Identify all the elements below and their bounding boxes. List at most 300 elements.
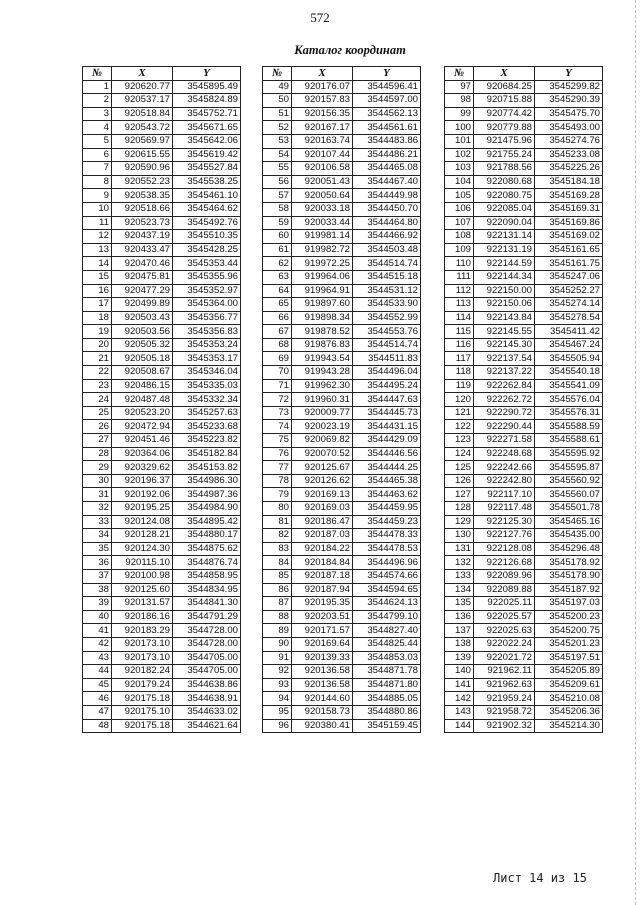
table-row [445, 298, 603, 312]
x-value: 920508.67 [112, 366, 173, 380]
table-row [445, 134, 603, 148]
table-row [445, 692, 603, 706]
x-value: 919876.83 [292, 338, 353, 352]
y-value: 3545332.34 [173, 393, 241, 407]
x-value: 920136.58 [292, 665, 353, 679]
y-value: 3544791.29 [173, 610, 241, 624]
x-value: 920470.46 [112, 257, 173, 271]
point-number: 120 [445, 393, 474, 407]
x-value: 920125.67 [292, 461, 353, 475]
point-number: 121 [445, 406, 474, 420]
point-number: 49 [263, 80, 292, 94]
y-value: 3545461.10 [173, 189, 241, 203]
point-number: 136 [445, 610, 474, 624]
table-row [83, 651, 241, 665]
point-number: 60 [263, 230, 292, 244]
table-row [83, 257, 241, 271]
table-row [83, 488, 241, 502]
x-value: 920518.66 [112, 202, 173, 216]
x-value: 921788.56 [474, 162, 535, 176]
x-value: 919943.54 [292, 352, 353, 366]
y-value: 3544465.38 [353, 474, 421, 488]
x-value: 922117.48 [474, 502, 535, 516]
point-number: 98 [445, 94, 474, 108]
table-row [263, 352, 421, 366]
point-number: 42 [83, 637, 112, 651]
x-value: 919960.31 [292, 393, 353, 407]
x-value: 920505.18 [112, 352, 173, 366]
point-number: 132 [445, 556, 474, 570]
x-value: 920128.21 [112, 529, 173, 543]
table-row [263, 175, 421, 189]
point-number: 118 [445, 366, 474, 380]
x-value: 919943.28 [292, 366, 353, 380]
x-value: 920183.29 [112, 624, 173, 638]
table-row [445, 556, 603, 570]
y-value: 3544834.95 [173, 583, 241, 597]
point-number: 71 [263, 379, 292, 393]
table-row [263, 80, 421, 94]
table-row [263, 148, 421, 162]
coordinates-table-2 [262, 66, 421, 733]
x-value: 921958.72 [474, 705, 535, 719]
table-row [445, 338, 603, 352]
y-value: 3545505.94 [535, 352, 603, 366]
x-value: 921475.96 [474, 134, 535, 148]
x-value: 920487.48 [112, 393, 173, 407]
x-value: 922290.44 [474, 420, 535, 434]
point-number: 125 [445, 461, 474, 475]
x-value: 920175.18 [112, 719, 173, 733]
table-row [263, 270, 421, 284]
table-row [83, 678, 241, 692]
table-row [445, 202, 603, 216]
x-value: 920175.10 [112, 705, 173, 719]
point-number: 75 [263, 434, 292, 448]
y-value: 3544515.18 [353, 270, 421, 284]
x-value: 919878.52 [292, 325, 353, 339]
table-row [263, 189, 421, 203]
table-row [263, 542, 421, 556]
table-row [445, 366, 603, 380]
point-number: 123 [445, 434, 474, 448]
table-row [263, 515, 421, 529]
header-y: Y [535, 67, 603, 81]
y-value: 3545296.48 [535, 542, 603, 556]
point-number: 11 [83, 216, 112, 230]
y-value: 3545159.45 [353, 719, 421, 733]
x-value: 920433.47 [112, 243, 173, 257]
y-value: 3544465.08 [353, 162, 421, 176]
x-value: 922128.08 [474, 542, 535, 556]
point-number: 57 [263, 189, 292, 203]
point-number: 63 [263, 270, 292, 284]
point-number: 2 [83, 94, 112, 108]
y-value: 3545257.63 [173, 406, 241, 420]
y-value: 3544466.92 [353, 230, 421, 244]
table-row [445, 162, 603, 176]
point-number: 33 [83, 515, 112, 529]
table-row [445, 624, 603, 638]
table-row [263, 488, 421, 502]
table-row [83, 447, 241, 461]
point-number: 92 [263, 665, 292, 679]
table-row [445, 474, 603, 488]
point-number: 101 [445, 134, 474, 148]
table-row [83, 705, 241, 719]
point-number: 65 [263, 298, 292, 312]
y-value: 3544449.98 [353, 189, 421, 203]
point-number: 27 [83, 434, 112, 448]
x-value: 920175.18 [112, 692, 173, 706]
point-number: 52 [263, 121, 292, 135]
y-value: 3544447.63 [353, 393, 421, 407]
table-row [83, 162, 241, 176]
x-value: 920169.03 [292, 502, 353, 516]
table-row [263, 529, 421, 543]
x-value: 919972.25 [292, 257, 353, 271]
x-value: 920195.25 [112, 502, 173, 516]
table-row [83, 474, 241, 488]
point-number: 36 [83, 556, 112, 570]
table-header-row [83, 67, 241, 81]
table-row [263, 393, 421, 407]
table-row [445, 488, 603, 502]
point-number: 34 [83, 529, 112, 543]
point-number: 1 [83, 80, 112, 94]
point-number: 137 [445, 624, 474, 638]
x-value: 922150.00 [474, 284, 535, 298]
table-row [83, 556, 241, 570]
header-number: № [445, 67, 474, 81]
point-number: 19 [83, 325, 112, 339]
point-number: 58 [263, 202, 292, 216]
table-row [263, 719, 421, 733]
x-value: 922248.68 [474, 447, 535, 461]
x-value: 922131.19 [474, 243, 535, 257]
point-number: 128 [445, 502, 474, 516]
x-value: 920169.64 [292, 637, 353, 651]
y-value: 3544827.40 [353, 624, 421, 638]
table-row [445, 665, 603, 679]
point-number: 17 [83, 298, 112, 312]
table-row [83, 434, 241, 448]
y-value: 3545278.54 [535, 311, 603, 325]
table-row [83, 134, 241, 148]
y-value: 3544986.30 [173, 474, 241, 488]
table-row [445, 121, 603, 135]
header-y: Y [173, 67, 241, 81]
point-number: 112 [445, 284, 474, 298]
table-row [263, 406, 421, 420]
table-row [263, 162, 421, 176]
y-value: 3544552.99 [353, 311, 421, 325]
y-value: 3545335.03 [173, 379, 241, 393]
point-number: 12 [83, 230, 112, 244]
table-row [263, 665, 421, 679]
table-row [445, 325, 603, 339]
y-value: 3545209.61 [535, 678, 603, 692]
x-value: 922290.72 [474, 406, 535, 420]
header-x: X [112, 67, 173, 81]
table-row [83, 719, 241, 733]
y-value: 3544596.41 [353, 80, 421, 94]
table-row [445, 719, 603, 733]
table-row [445, 175, 603, 189]
point-number: 48 [83, 719, 112, 733]
y-value: 3545353.44 [173, 257, 241, 271]
point-number: 6 [83, 148, 112, 162]
x-value: 919981.14 [292, 230, 353, 244]
point-number: 50 [263, 94, 292, 108]
table-row [445, 637, 603, 651]
point-number: 110 [445, 257, 474, 271]
point-number: 87 [263, 597, 292, 611]
table-row [263, 461, 421, 475]
point-number: 59 [263, 216, 292, 230]
point-number: 73 [263, 406, 292, 420]
table-row [445, 502, 603, 516]
point-number: 67 [263, 325, 292, 339]
y-value: 3544478.33 [353, 529, 421, 543]
point-number: 38 [83, 583, 112, 597]
table-row [83, 148, 241, 162]
x-value: 920590.96 [112, 162, 173, 176]
table-row [445, 705, 603, 719]
y-value: 3545214.30 [535, 719, 603, 733]
table-row [263, 651, 421, 665]
point-number: 23 [83, 379, 112, 393]
y-value: 3545538.25 [173, 175, 241, 189]
table-row [445, 542, 603, 556]
x-value: 919962.30 [292, 379, 353, 393]
x-value: 922137.22 [474, 366, 535, 380]
table-row [83, 597, 241, 611]
table-row [83, 515, 241, 529]
y-value: 3545588.59 [535, 420, 603, 434]
table-row [83, 583, 241, 597]
x-value: 920552.23 [112, 175, 173, 189]
point-number: 89 [263, 624, 292, 638]
x-value: 920124.30 [112, 542, 173, 556]
point-number: 18 [83, 311, 112, 325]
x-value: 920171.57 [292, 624, 353, 638]
point-number: 70 [263, 366, 292, 380]
table-row [445, 148, 603, 162]
table-row [83, 502, 241, 516]
y-value: 3545197.03 [535, 597, 603, 611]
x-value: 922242.66 [474, 461, 535, 475]
table-row [83, 189, 241, 203]
point-number: 62 [263, 257, 292, 271]
table-row [83, 216, 241, 230]
x-value: 920569.97 [112, 134, 173, 148]
table-row [263, 705, 421, 719]
y-value: 3545595.92 [535, 447, 603, 461]
point-number: 124 [445, 447, 474, 461]
x-value: 920518.84 [112, 107, 173, 121]
y-value: 3544841.30 [173, 597, 241, 611]
y-value: 3544486.21 [353, 148, 421, 162]
x-value: 919964.06 [292, 270, 353, 284]
y-value: 3545560.07 [535, 488, 603, 502]
y-value: 3544464.80 [353, 216, 421, 230]
point-number: 135 [445, 597, 474, 611]
y-value: 3545895.49 [173, 80, 241, 94]
point-number: 141 [445, 678, 474, 692]
y-value: 3545465.16 [535, 515, 603, 529]
y-value: 3545274.14 [535, 298, 603, 312]
table-row [445, 352, 603, 366]
table-row [83, 243, 241, 257]
y-value: 3545153.82 [173, 461, 241, 475]
point-number: 69 [263, 352, 292, 366]
y-value: 3544429.09 [353, 434, 421, 448]
y-value: 3544444.25 [353, 461, 421, 475]
x-value: 920156.35 [292, 107, 353, 121]
x-value: 920050.64 [292, 189, 353, 203]
y-value: 3545595.87 [535, 461, 603, 475]
table-row [83, 692, 241, 706]
y-value: 3545161.65 [535, 243, 603, 257]
y-value: 3544871.78 [353, 665, 421, 679]
point-number: 79 [263, 488, 292, 502]
y-value: 3545205.89 [535, 665, 603, 679]
point-number: 119 [445, 379, 474, 393]
y-value: 3544875.62 [173, 542, 241, 556]
table-row [445, 420, 603, 434]
y-value: 3544638.86 [173, 678, 241, 692]
table-row [83, 569, 241, 583]
point-number: 9 [83, 189, 112, 203]
x-value: 920009.77 [292, 406, 353, 420]
point-number: 56 [263, 175, 292, 189]
point-number: 51 [263, 107, 292, 121]
x-value: 920499.89 [112, 298, 173, 312]
point-number: 115 [445, 325, 474, 339]
point-number: 14 [83, 257, 112, 271]
x-value: 922080.75 [474, 189, 535, 203]
x-value: 920503.56 [112, 325, 173, 339]
point-number: 28 [83, 447, 112, 461]
table-row [263, 298, 421, 312]
table-row [445, 311, 603, 325]
x-value: 920779.88 [474, 121, 535, 135]
table-row [263, 216, 421, 230]
y-value: 3545576.04 [535, 393, 603, 407]
point-number: 109 [445, 243, 474, 257]
table-row [83, 311, 241, 325]
table-row [445, 216, 603, 230]
x-value: 922025.11 [474, 597, 535, 611]
point-number: 16 [83, 284, 112, 298]
table-row [263, 474, 421, 488]
table-row [445, 583, 603, 597]
x-value: 920139.33 [292, 651, 353, 665]
x-value: 922127.76 [474, 529, 535, 543]
table-row [263, 624, 421, 638]
point-number: 30 [83, 474, 112, 488]
x-value: 922089.96 [474, 569, 535, 583]
point-number: 55 [263, 162, 292, 176]
x-value: 922025.63 [474, 624, 535, 638]
coordinates-table-3 [444, 66, 603, 733]
point-number: 138 [445, 637, 474, 651]
x-value: 922080.68 [474, 175, 535, 189]
point-number: 37 [83, 569, 112, 583]
table-row [445, 447, 603, 461]
table-row [263, 121, 421, 135]
point-number: 29 [83, 461, 112, 475]
y-value: 3544621.64 [173, 719, 241, 733]
y-value: 3544533.90 [353, 298, 421, 312]
y-value: 3544705.00 [173, 651, 241, 665]
y-value: 3545464.62 [173, 202, 241, 216]
x-value: 920179.24 [112, 678, 173, 692]
x-value: 920537.17 [112, 94, 173, 108]
table-row [83, 270, 241, 284]
x-value: 920192.06 [112, 488, 173, 502]
y-value: 3545428.25 [173, 243, 241, 257]
x-value: 922242.80 [474, 474, 535, 488]
point-number: 91 [263, 651, 292, 665]
x-value: 920136.58 [292, 678, 353, 692]
table-row [83, 529, 241, 543]
table-row [83, 406, 241, 420]
point-number: 54 [263, 148, 292, 162]
point-number: 26 [83, 420, 112, 434]
point-number: 130 [445, 529, 474, 543]
x-value: 920187.18 [292, 569, 353, 583]
x-value: 920715.88 [474, 94, 535, 108]
table-header-row [445, 67, 603, 81]
y-value: 3545501.78 [535, 502, 603, 516]
table-row [263, 678, 421, 692]
point-number: 32 [83, 502, 112, 516]
x-value: 920131.57 [112, 597, 173, 611]
point-number: 10 [83, 202, 112, 216]
table-row [263, 338, 421, 352]
y-value: 3545671.65 [173, 121, 241, 135]
y-value: 3544799.10 [353, 610, 421, 624]
x-value: 922150.06 [474, 298, 535, 312]
x-value: 920186.16 [112, 610, 173, 624]
table-row [83, 80, 241, 94]
table-row [83, 202, 241, 216]
x-value: 921902.32 [474, 719, 535, 733]
point-number: 20 [83, 338, 112, 352]
y-value: 3544478.53 [353, 542, 421, 556]
point-number: 46 [83, 692, 112, 706]
point-number: 61 [263, 243, 292, 257]
x-value: 920157.83 [292, 94, 353, 108]
y-value: 3544984.90 [173, 502, 241, 516]
y-value: 3545201.23 [535, 637, 603, 651]
x-value: 921755.24 [474, 148, 535, 162]
point-number: 13 [83, 243, 112, 257]
point-number: 44 [83, 665, 112, 679]
point-number: 24 [83, 393, 112, 407]
point-number: 21 [83, 352, 112, 366]
table-row [83, 338, 241, 352]
y-value: 3544553.76 [353, 325, 421, 339]
y-value: 3545467.24 [535, 338, 603, 352]
table-row [83, 366, 241, 380]
x-value: 920186.47 [292, 515, 353, 529]
point-number: 105 [445, 189, 474, 203]
point-number: 96 [263, 719, 292, 733]
y-value: 3545824.89 [173, 94, 241, 108]
